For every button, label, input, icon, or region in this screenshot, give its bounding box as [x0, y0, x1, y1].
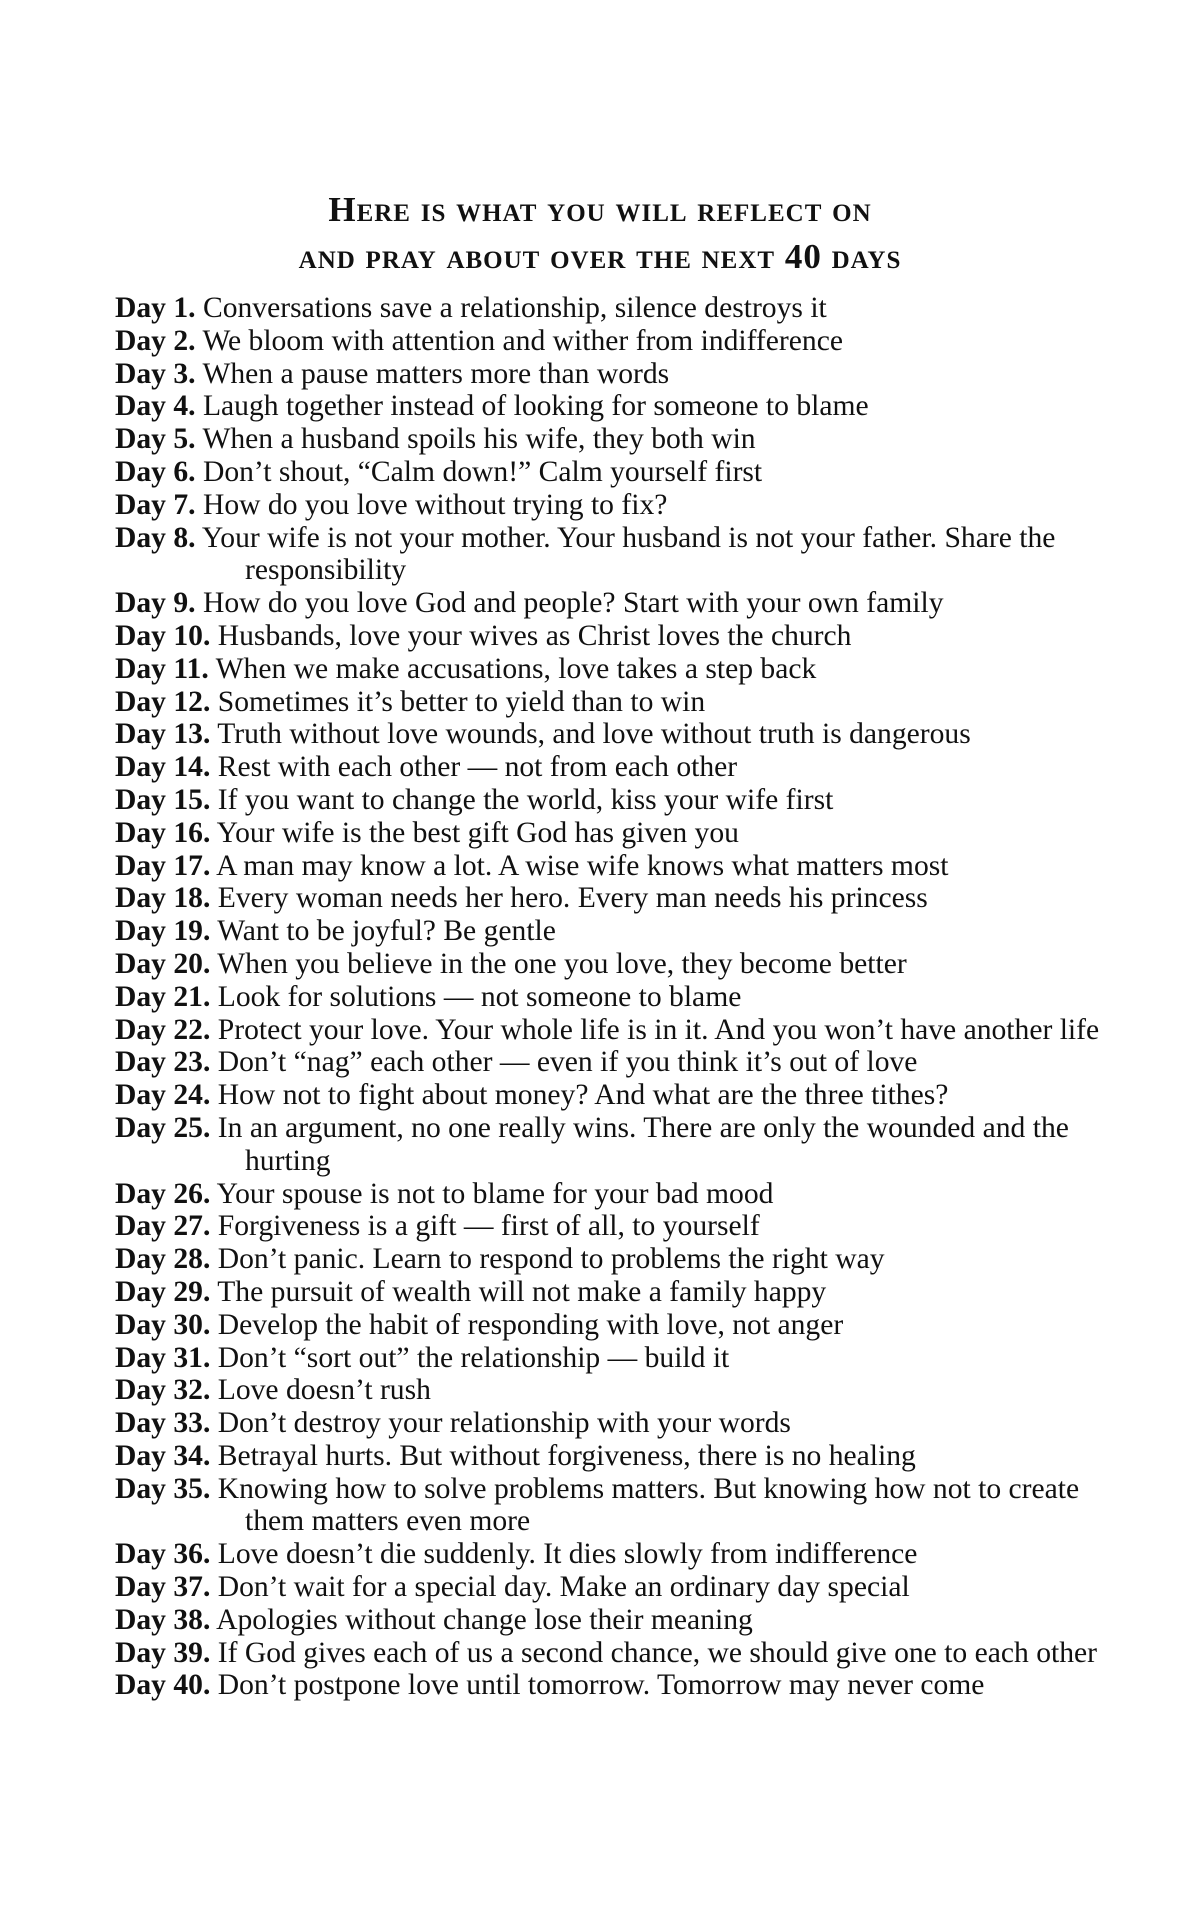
list-item — [115, 1374, 1115, 1407]
day-reflection: If you want to change the world, kiss your wife first — [217, 783, 834, 816]
day-reflection: Look for solutions — not someone to blame — [217, 980, 742, 1013]
list-item — [115, 1309, 1115, 1342]
day-number: Day 16. — [115, 816, 211, 849]
list-item — [115, 981, 1115, 1014]
day-number: Day 27. — [115, 1210, 211, 1243]
list-item — [115, 1079, 1115, 1112]
day-reflection: Laugh together instead of looking for someone to blame — [202, 390, 869, 423]
day-number: Day 10. — [115, 619, 211, 652]
day-reflection: Every woman needs her hero. Every man needs his princess — [217, 882, 928, 915]
day-reflection: Love doesn’t rush — [217, 1374, 431, 1407]
day-number: Day 1. — [115, 292, 196, 324]
day-reflection: Betrayal hurts. But without forgiveness, there is no healing — [217, 1439, 916, 1472]
list-item — [115, 620, 1115, 653]
list-item — [115, 1112, 1115, 1178]
list-item — [115, 948, 1115, 981]
day-reflection: Develop the habit of responding with love, not anger — [217, 1308, 844, 1341]
day-reflection: When you believe in the one you love, they become better — [217, 947, 907, 980]
page-heading — [0, 186, 1200, 280]
list-item — [115, 751, 1115, 784]
day-number: Day 23. — [115, 1046, 211, 1079]
day-number: Day 5. — [115, 423, 196, 456]
day-number: Day 28. — [115, 1243, 211, 1276]
day-reflection: Knowing how to solve problems matters. But knowing how not to create them matters even more — [217, 1472, 1080, 1538]
day-number: Day 40. — [115, 1669, 211, 1702]
list-item — [115, 1243, 1115, 1276]
heading-line-2: and pray about over the next 40 days — [298, 237, 902, 277]
day-reflection: In an argument, no one really wins. There are only the wounded and the hurting — [217, 1111, 1069, 1177]
list-item — [115, 587, 1115, 620]
list-item — [115, 1046, 1115, 1079]
day-reflection: Husbands, love your wives as Christ loves the church — [217, 619, 852, 652]
day-number: Day 31. — [115, 1341, 211, 1374]
list-item — [115, 325, 1115, 358]
day-list — [115, 292, 1115, 1702]
list-item — [115, 1276, 1115, 1309]
day-number: Day 18. — [115, 882, 211, 915]
list-item — [115, 1669, 1115, 1702]
day-reflection: A man may know a lot. A wise wife knows what matters most — [216, 849, 949, 882]
day-reflection: Don’t “sort out” the relationship — build it — [217, 1341, 730, 1374]
day-reflection: How do you love God and people? Start with your own family — [202, 587, 944, 620]
list-item — [115, 653, 1115, 686]
day-number: Day 12. — [115, 685, 211, 718]
day-reflection: Sometimes it’s better to yield than to win — [217, 685, 706, 718]
list-item — [115, 522, 1115, 588]
day-reflection: Don’t “nag” each other — even if you think it’s out of love — [217, 1046, 918, 1079]
day-number: Day 38. — [115, 1603, 211, 1636]
day-reflection: When a pause matters more than words — [202, 357, 670, 390]
list-item — [115, 686, 1115, 719]
list-item — [115, 456, 1115, 489]
list-item — [115, 1210, 1115, 1243]
day-number: Day 20. — [115, 947, 211, 980]
day-reflection: Don’t postpone love until tomorrow. Tomorrow may never come — [217, 1669, 985, 1702]
day-reflection: Don’t destroy your relationship with your words — [217, 1407, 791, 1440]
day-number: Day 21. — [115, 980, 211, 1013]
day-number: Day 11. — [115, 652, 209, 685]
day-reflection: How not to fight about money? And what are the three tithes? — [217, 1079, 949, 1112]
day-number: Day 13. — [115, 718, 211, 751]
day-reflection: Forgiveness is a gift — first of all, to yourself — [217, 1210, 760, 1243]
day-number: Day 19. — [115, 915, 211, 948]
list-item — [115, 1407, 1115, 1440]
list-item — [115, 1538, 1115, 1571]
list-item — [115, 718, 1115, 751]
list-item — [115, 292, 1115, 325]
day-number: Day 39. — [115, 1636, 211, 1669]
list-item — [115, 1014, 1115, 1047]
day-reflection: Don’t wait for a special day. Make an ordinary day special — [217, 1571, 910, 1604]
day-number: Day 2. — [115, 324, 196, 357]
day-reflection: Apologies without change lose their meaning — [216, 1603, 753, 1636]
day-reflection: If God gives each of us a second chance, we should give one to each other — [217, 1636, 1098, 1669]
day-reflection: When we make accusations, love takes a step back — [215, 652, 817, 685]
list-item — [115, 1178, 1115, 1211]
list-item — [115, 850, 1115, 883]
day-reflection: Your wife is the best gift God has given you — [216, 816, 739, 849]
day-reflection: Truth without love wounds, and love without truth is dangerous — [217, 718, 971, 751]
day-number: Day 15. — [115, 783, 211, 816]
day-reflection: Want to be joyful? Be gentle — [217, 915, 556, 948]
day-number: Day 32. — [115, 1374, 211, 1407]
day-reflection: Rest with each other — not from each other — [217, 751, 738, 784]
day-reflection: Your wife is not your mother. Your husband is not your father. Share the responsibility — [201, 521, 1056, 587]
list-item — [115, 1571, 1115, 1604]
day-reflection: How do you love without trying to fix? — [202, 488, 668, 521]
list-item — [115, 784, 1115, 817]
day-number: Day 25. — [115, 1111, 211, 1144]
day-number: Day 8. — [115, 521, 196, 554]
day-reflection: Protect your love. Your whole life is in it. And you won’t have another life — [217, 1013, 1100, 1046]
day-number: Day 17. — [115, 849, 211, 882]
list-item — [115, 915, 1115, 948]
list-item — [115, 882, 1115, 915]
list-item — [115, 1637, 1115, 1670]
day-number: Day 37. — [115, 1571, 211, 1604]
day-reflection: When a husband spoils his wife, they both win — [202, 423, 756, 456]
day-number: Day 3. — [115, 357, 196, 390]
day-number: Day 7. — [115, 488, 196, 521]
day-number: Day 29. — [115, 1275, 211, 1308]
day-reflection: Your spouse is not to blame for your bad mood — [216, 1177, 774, 1210]
day-number: Day 34. — [115, 1439, 211, 1472]
day-number: Day 6. — [115, 455, 196, 488]
day-reflection: Love doesn’t die suddenly. It dies slowly from indifference — [217, 1538, 918, 1571]
day-reflection: The pursuit of wealth will not make a family happy — [217, 1275, 827, 1308]
list-item — [115, 1342, 1115, 1375]
day-number: Day 33. — [115, 1407, 211, 1440]
day-number: Day 30. — [115, 1308, 211, 1341]
day-reflection: Don’t shout, “Calm down!” Calm yourself first — [202, 455, 763, 488]
list-item — [115, 423, 1115, 456]
day-number: Day 26. — [115, 1177, 211, 1210]
heading-line-1: Here is what you will reflect on — [328, 190, 872, 230]
day-reflection: Don’t panic. Learn to respond to problems the right way — [217, 1243, 885, 1276]
day-number: Day 4. — [115, 390, 196, 423]
list-item — [115, 489, 1115, 522]
day-reflection: We bloom with attention and wither from indifference — [202, 324, 843, 357]
day-number: Day 36. — [115, 1538, 211, 1571]
day-number: Day 14. — [115, 751, 211, 784]
list-item — [115, 358, 1115, 391]
day-number: Day 24. — [115, 1079, 211, 1112]
list-item — [115, 390, 1115, 423]
day-number: Day 22. — [115, 1013, 211, 1046]
list-item — [115, 1473, 1115, 1539]
day-reflection: Conversations save a relationship, silence destroys it — [202, 292, 827, 324]
list-item — [115, 1440, 1115, 1473]
day-number: Day 9. — [115, 587, 196, 620]
day-number: Day 35. — [115, 1472, 211, 1505]
list-item — [115, 817, 1115, 850]
list-item — [115, 1604, 1115, 1637]
